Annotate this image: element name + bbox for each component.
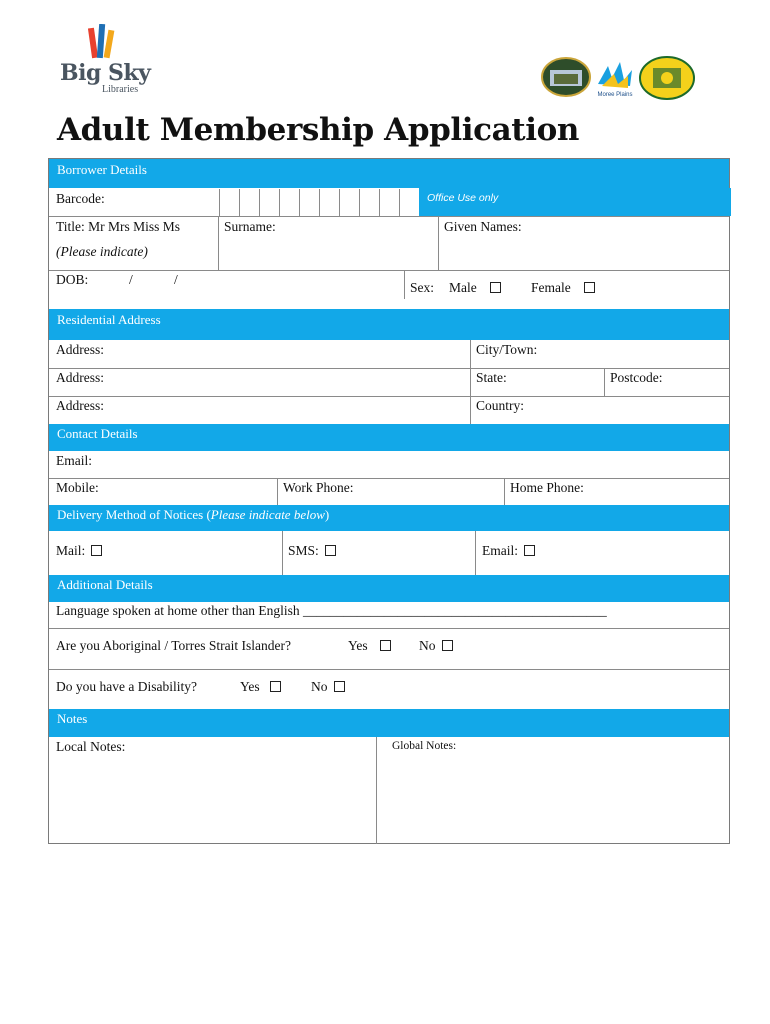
aboriginal-yes[interactable]: Yes	[348, 638, 391, 654]
sex-female-option[interactable]: Female	[531, 280, 595, 296]
disability-yes-checkbox	[270, 681, 281, 692]
aboriginal-question: Are you Aboriginal / Torres Strait Islander?	[56, 638, 291, 653]
disability-yes[interactable]: Yes	[240, 679, 281, 695]
address-line-2[interactable]: Address:	[56, 370, 104, 385]
language-field[interactable]: Language spoken at home other than English _____________________________________________	[56, 603, 607, 618]
given-names-label[interactable]: Given Names:	[444, 219, 522, 234]
home-phone-label[interactable]: Home Phone:	[510, 480, 584, 495]
dob-label[interactable]: DOB:	[56, 272, 89, 287]
section-contact-details: Contact Details	[49, 424, 729, 451]
local-notes-label[interactable]: Local Notes:	[56, 739, 126, 754]
sms-option[interactable]: SMS:	[288, 543, 336, 559]
city-town-label[interactable]: City/Town:	[476, 342, 538, 357]
aboriginal-no-checkbox	[442, 640, 453, 651]
dob-slash-1: /	[129, 272, 133, 287]
disability-no[interactable]: No	[311, 679, 345, 695]
email-option[interactable]: Email:	[482, 543, 535, 559]
mobile-label[interactable]: Mobile:	[56, 480, 99, 495]
postcode-label[interactable]: Postcode:	[610, 370, 663, 385]
section-residential-address: Residential Address	[49, 309, 729, 340]
dob-slash-2: /	[174, 272, 178, 287]
state-label[interactable]: State:	[476, 370, 507, 385]
please-indicate: (Please indicate)	[56, 244, 148, 259]
moree-plains-logo-icon	[594, 58, 636, 98]
work-phone-label[interactable]: Work Phone:	[283, 480, 354, 495]
office-use-only: Office Use only	[419, 188, 731, 216]
email-label[interactable]: Email:	[56, 453, 92, 468]
mail-option[interactable]: Mail:	[56, 543, 102, 559]
section-notes: Notes	[49, 709, 729, 737]
logo-sub: Libraries	[102, 84, 139, 95]
moree-plains-text: Moree Plains	[597, 92, 633, 98]
aboriginal-yes-checkbox	[380, 640, 391, 651]
sex-male-option[interactable]: Male	[449, 280, 501, 296]
country-label[interactable]: Country:	[476, 398, 525, 413]
logo-brand: Big Sky	[60, 60, 151, 86]
surname-label[interactable]: Surname:	[224, 219, 276, 234]
council-emblem-2-icon	[638, 56, 696, 100]
aboriginal-no[interactable]: No	[419, 638, 453, 654]
mail-checkbox	[91, 545, 102, 556]
title-label[interactable]: Title: Mr Mrs Miss Ms	[56, 219, 181, 234]
sms-checkbox	[325, 545, 336, 556]
disability-no-checkbox	[334, 681, 345, 692]
section-delivery-method: Delivery Method of Notices (Please indicate below)	[49, 505, 729, 531]
email-checkbox	[524, 545, 535, 556]
address-line-1[interactable]: Address:	[56, 342, 104, 357]
borrower-header: Borrower Details	[57, 162, 147, 177]
big-sky-logo-mark	[88, 24, 118, 60]
council-emblem-1-icon	[540, 56, 592, 98]
section-borrower-details	[49, 159, 729, 188]
page-title: Adult Membership Application	[57, 112, 579, 148]
address-line-3[interactable]: Address:	[56, 398, 104, 413]
female-checkbox	[584, 282, 595, 293]
membership-form	[48, 158, 730, 844]
section-additional-details: Additional Details	[49, 575, 729, 602]
global-notes-label[interactable]: Global Notes:	[392, 740, 457, 752]
male-checkbox	[490, 282, 501, 293]
sex-label: Sex:	[410, 280, 435, 295]
disability-question: Do you have a Disability?	[56, 679, 197, 694]
barcode-label: Barcode:	[56, 191, 105, 206]
